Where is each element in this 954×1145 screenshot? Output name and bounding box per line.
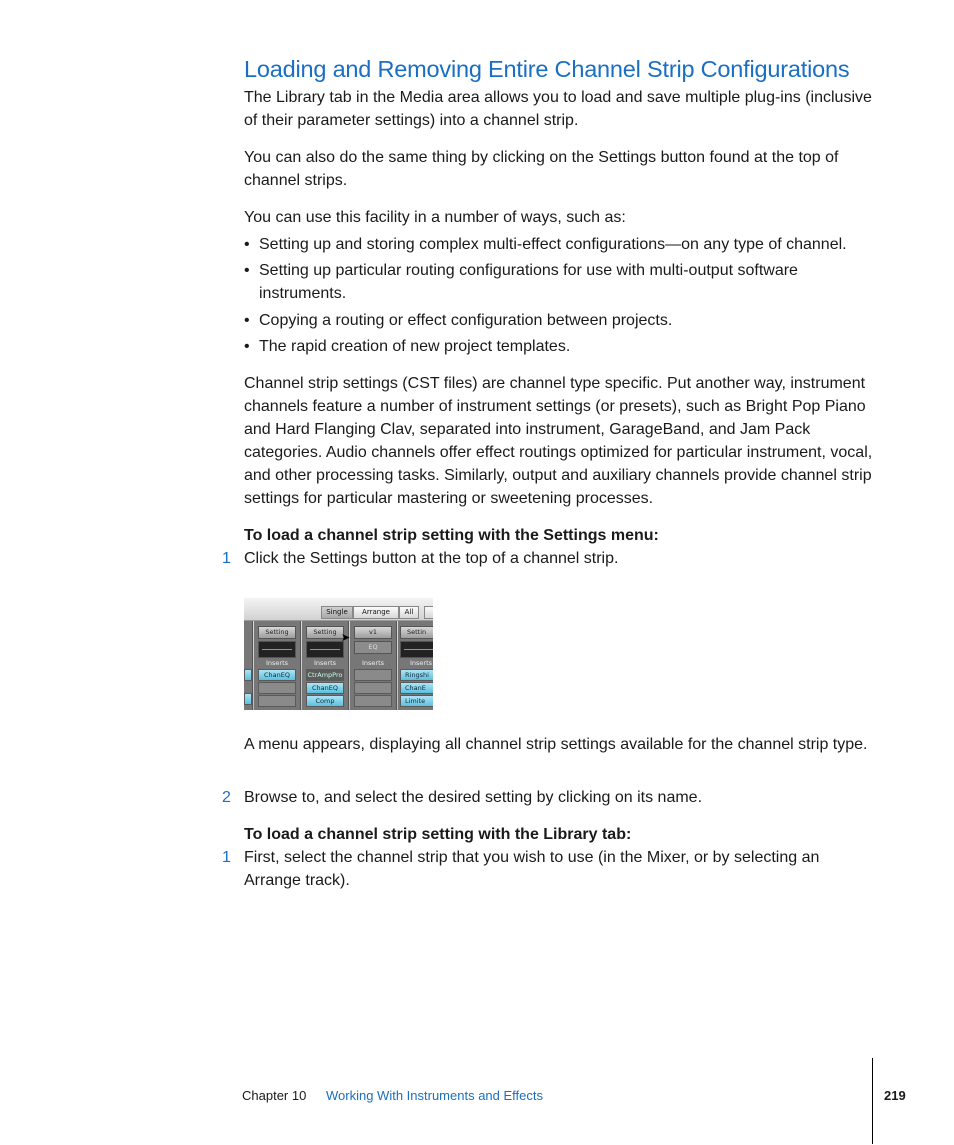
eq-display[interactable] — [306, 641, 344, 658]
page-number: 219 — [884, 1088, 906, 1103]
settings-button[interactable]: Setting — [306, 626, 344, 639]
insert-slot[interactable]: CtrAmpPro — [307, 671, 343, 679]
channel-strip — [398, 621, 433, 710]
bullet-text: Setting up particular routing configurations for use with multi-output software instruments. — [259, 262, 798, 302]
tab-more[interactable] — [424, 606, 433, 619]
bullet-text: Setting up and storing complex multi-effect configurations—on any type of channel. — [259, 236, 847, 253]
inserts-label: Inserts — [409, 659, 433, 667]
step-number: 1 — [222, 550, 231, 567]
inserts-label: Inserts — [313, 659, 337, 667]
intro-paragraph: The Library tab in the Media area allows you to load and save multiple plug-ins (inclusive of their parameter settings) into a channel strip. — [244, 89, 872, 129]
step-text: First, select the channel strip that you wish to use (in the Mixer, or by selecting an Arrange track). — [244, 849, 820, 889]
channel-strip — [350, 621, 397, 710]
step-text: Click the Settings button at the top of a channel strip. — [244, 550, 619, 567]
insert-slot[interactable] — [244, 669, 252, 681]
footer-divider — [872, 1058, 873, 1144]
bullet-marker: • — [244, 338, 250, 355]
bullet-marker: • — [244, 236, 250, 253]
section-heading: Loading and Removing Entire Channel Strip Configurations — [244, 56, 850, 82]
insert-slot[interactable]: ChanEQ — [258, 669, 296, 681]
insert-slot[interactable] — [258, 682, 296, 694]
cst-paragraph: Channel strip settings (CST files) are channel type specific. Put another way, instrument channels feature a number of instrument settings (or presets), such as Bright Pop Piano and Hard Flanging Clav, separated into instrument, GarageBand, and Jam Pack categories. Audio channels offer effect routings optimized for particular instrument, vocal, and other processing tasks. Similarly, output and auxiliary channels provide channel strip settings for particular mastering or sweetening processes. — [244, 375, 873, 507]
mouse-pointer-icon: ➤ — [341, 631, 351, 644]
insert-slot[interactable] — [354, 669, 392, 681]
footer-chapter-title[interactable]: Working With Instruments and Effects — [326, 1088, 543, 1103]
bullet-text: Copying a routing or effect configuration between projects. — [259, 312, 673, 329]
insert-slot[interactable]: Limite — [400, 695, 433, 707]
bullet-marker: • — [244, 312, 250, 329]
settings-button[interactable]: Setting — [258, 626, 296, 639]
channel-strip-screenshot — [244, 598, 433, 710]
inserts-label: Inserts — [265, 659, 289, 667]
tab-single[interactable]: Single — [321, 606, 353, 619]
tab-all[interactable]: All — [399, 606, 419, 619]
insert-slot[interactable] — [354, 682, 392, 694]
insert-slot[interactable] — [258, 695, 296, 707]
channel-strip — [254, 621, 301, 710]
settings-paragraph: You can also do the same thing by clicking on the Settings button found at the top of channel strips. — [244, 149, 839, 189]
task-heading-settings-menu: To load a channel strip setting with the Settings menu: — [244, 527, 659, 544]
bullet-marker: • — [244, 262, 250, 279]
eq-button[interactable]: EQ — [354, 641, 392, 654]
insert-slot[interactable]: ChanEQ — [306, 682, 344, 694]
step-number: 1 — [222, 849, 231, 866]
insert-slot[interactable]: ChanE — [400, 682, 433, 694]
tab-arrange[interactable]: Arrange — [353, 606, 399, 619]
eq-display[interactable] — [258, 641, 296, 658]
menu-note: A menu appears, displaying all channel strip settings available for the channel strip type. — [244, 736, 868, 753]
bullet-text: The rapid creation of new project templates. — [259, 338, 571, 355]
footer-chapter: Chapter 10 — [242, 1088, 307, 1103]
eq-display[interactable] — [400, 641, 433, 658]
settings-button[interactable]: Settin — [400, 626, 433, 639]
insert-slot[interactable] — [354, 695, 392, 707]
step-number: 2 — [222, 789, 231, 806]
insert-slot[interactable]: Comp — [306, 695, 344, 707]
v1-button[interactable]: v1 — [354, 626, 392, 639]
insert-slot[interactable]: Ringshi — [400, 669, 433, 681]
uses-paragraph: You can use this facility in a number of ways, such as: — [244, 209, 626, 226]
insert-slot[interactable] — [244, 693, 252, 705]
inserts-label: Inserts — [361, 659, 385, 667]
mixer-toolbar — [244, 598, 433, 621]
task-heading-library-tab: To load a channel strip setting with the Library tab: — [244, 826, 632, 843]
channel-strip-partial — [244, 621, 253, 710]
step-text: Browse to, and select the desired setting by clicking on its name. — [244, 789, 703, 806]
